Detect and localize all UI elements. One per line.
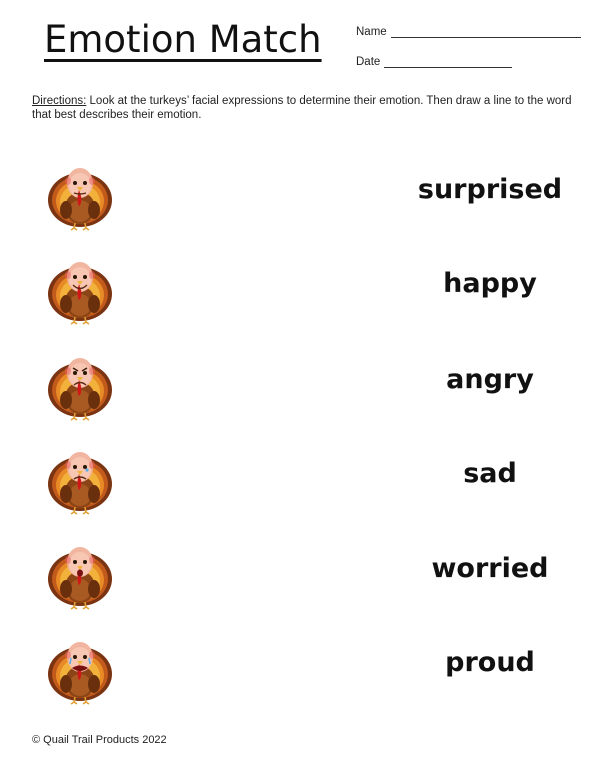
turkey-icon [46, 630, 114, 706]
turkey-icon [46, 346, 114, 422]
turkey-icon [46, 440, 114, 516]
page-title: Emotion Match [44, 18, 322, 61]
directions [32, 94, 572, 122]
word-worried[interactable]: worried [431, 553, 549, 584]
name-field[interactable] [356, 25, 581, 38]
name-label: Name [356, 26, 387, 38]
directions-label: Directions: [32, 95, 87, 107]
word-angry[interactable]: angry [446, 364, 534, 395]
directions-text: Look at the turkeys’ facial expressions to determine their emotion. Then draw a line to the word that best describes their emotion. [32, 95, 572, 121]
date-line[interactable] [384, 55, 512, 68]
date-label: Date [356, 56, 381, 68]
turkey-icon [46, 156, 114, 232]
date-field[interactable] [356, 55, 512, 68]
turkey-icon [46, 250, 114, 326]
word-sad[interactable]: sad [463, 458, 517, 489]
word-surprised[interactable]: surprised [417, 174, 563, 205]
word-proud[interactable]: proud [445, 647, 535, 678]
turkey-icon [46, 535, 114, 611]
name-line[interactable] [391, 25, 581, 38]
copyright-footer: © Quail Trail Products 2022 [32, 734, 167, 746]
word-happy[interactable]: happy [443, 268, 537, 299]
